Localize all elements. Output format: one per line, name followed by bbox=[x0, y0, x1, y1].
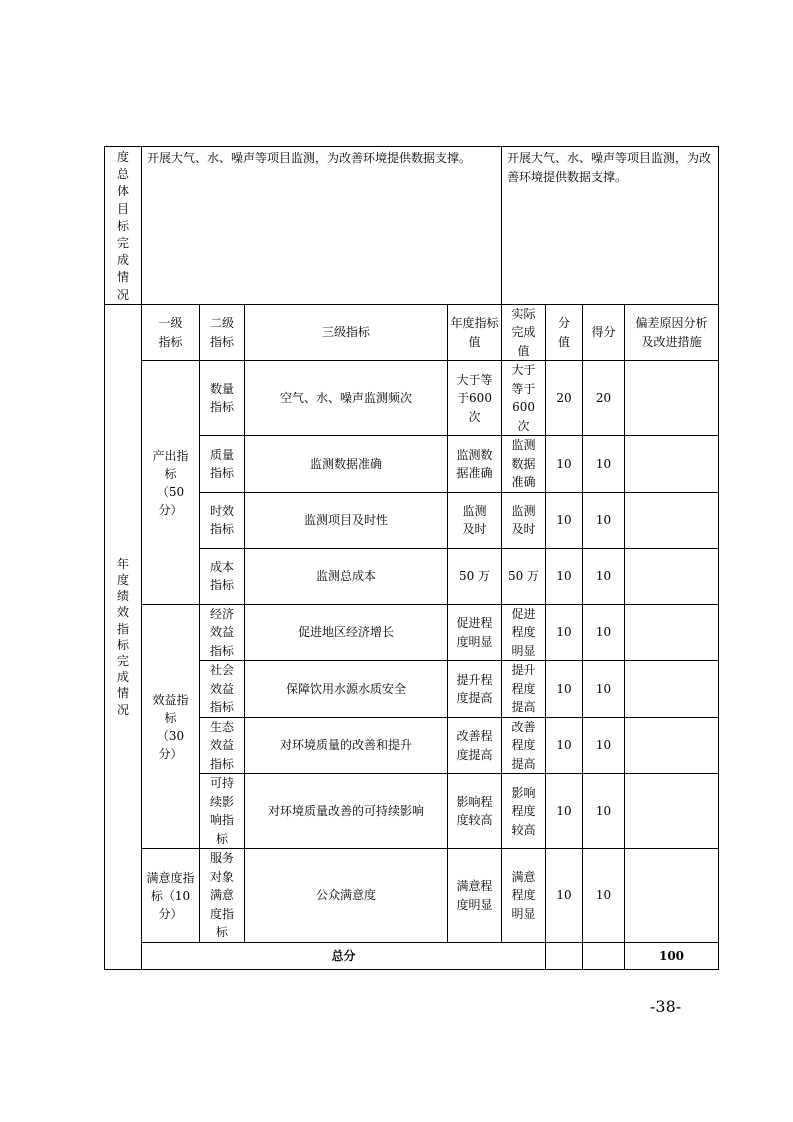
row-target: 大于等于600次 bbox=[448, 361, 502, 436]
row-l2: 质量指标 bbox=[200, 436, 245, 493]
row-got: 10 bbox=[583, 492, 625, 548]
row-l3: 对环境质量的改善和提升 bbox=[245, 717, 448, 774]
total-score: 100 bbox=[625, 942, 719, 969]
row-target: 改善程度提高 bbox=[448, 717, 502, 774]
row-actual: 改善程度提高 bbox=[502, 717, 546, 774]
performance-table bbox=[104, 146, 719, 970]
row-score: 10 bbox=[546, 849, 583, 943]
row-got: 10 bbox=[583, 717, 625, 774]
row-l2: 服务对象满意度指标 bbox=[200, 849, 245, 943]
row-score: 10 bbox=[546, 436, 583, 493]
row-actual: 提升程度提高 bbox=[502, 661, 546, 718]
row-target: 50 万 bbox=[448, 548, 502, 604]
header-got: 得分 bbox=[583, 304, 625, 361]
table-row bbox=[105, 361, 719, 436]
row-actual: 大于等于600次 bbox=[502, 361, 546, 436]
row-reason bbox=[625, 661, 719, 718]
row-target: 影响程度较高 bbox=[448, 774, 502, 849]
total-actual-empty bbox=[583, 942, 625, 969]
header-target: 年度指标值 bbox=[448, 304, 502, 361]
table-row bbox=[105, 604, 719, 661]
group-satisfaction: 满意度指标（10 分） bbox=[142, 849, 200, 943]
row-target: 监测及时 bbox=[448, 492, 502, 548]
total-label: 总分 bbox=[142, 942, 546, 969]
row-reason bbox=[625, 361, 719, 436]
row-got: 10 bbox=[583, 604, 625, 661]
row-l3: 保障饮用水源水质安全 bbox=[245, 661, 448, 718]
row-reason bbox=[625, 436, 719, 493]
group-output: 产出指标（50 分） bbox=[142, 361, 200, 605]
row-score: 10 bbox=[546, 717, 583, 774]
row-l2: 时效指标 bbox=[200, 492, 245, 548]
goal-label: 度总体目标完成情况 bbox=[105, 147, 142, 305]
row-score: 10 bbox=[546, 774, 583, 849]
row-score: 10 bbox=[546, 548, 583, 604]
row-actual: 影响程度较高 bbox=[502, 774, 546, 849]
row-target: 促进程度明显 bbox=[448, 604, 502, 661]
header-score: 分值 bbox=[546, 304, 583, 361]
row-got: 10 bbox=[583, 849, 625, 943]
header-level2: 二级指标 bbox=[200, 304, 245, 361]
total-target-empty bbox=[546, 942, 583, 969]
header-level1: 一级指标 bbox=[142, 304, 200, 361]
page-number: -38- bbox=[650, 997, 682, 1016]
row-target: 提升程度提高 bbox=[448, 661, 502, 718]
row-reason bbox=[625, 492, 719, 548]
total-row bbox=[105, 942, 719, 969]
row-l2: 社会效益指标 bbox=[200, 661, 245, 718]
goal-planned: 开展大气、水、噪声等项目监测，为改善环境提供数据支撑。 bbox=[142, 147, 502, 305]
perf-label: 年度绩效指标完成情况 bbox=[105, 304, 142, 969]
row-reason bbox=[625, 717, 719, 774]
row-actual: 50 万 bbox=[502, 548, 546, 604]
row-reason bbox=[625, 849, 719, 943]
row-reason bbox=[625, 604, 719, 661]
row-score: 10 bbox=[546, 492, 583, 548]
goal-row bbox=[105, 147, 719, 305]
row-got: 10 bbox=[583, 548, 625, 604]
row-l2: 生态效益指标 bbox=[200, 717, 245, 774]
row-reason bbox=[625, 548, 719, 604]
row-target: 监测数据准确 bbox=[448, 436, 502, 493]
row-l3: 监测总成本 bbox=[245, 548, 448, 604]
row-reason bbox=[625, 774, 719, 849]
row-l3: 监测数据准确 bbox=[245, 436, 448, 493]
row-score: 20 bbox=[546, 361, 583, 436]
header-reason: 偏差原因分析及改进措施 bbox=[625, 304, 719, 361]
row-l2: 成本指标 bbox=[200, 548, 245, 604]
row-l3: 空气、水、噪声监测频次 bbox=[245, 361, 448, 436]
table-header-row bbox=[105, 304, 719, 361]
row-l3: 促进地区经济增长 bbox=[245, 604, 448, 661]
row-got: 10 bbox=[583, 661, 625, 718]
group-benefit: 效益指标（30 分） bbox=[142, 604, 200, 849]
row-got: 10 bbox=[583, 774, 625, 849]
row-actual: 监测及时 bbox=[502, 492, 546, 548]
goal-actual: 开展大气、水、噪声等项目监测，为改善环境提供数据支撑。 bbox=[502, 147, 719, 305]
row-score: 10 bbox=[546, 604, 583, 661]
row-target: 满意程度明显 bbox=[448, 849, 502, 943]
header-level3: 三级指标 bbox=[245, 304, 448, 361]
row-l2: 数量指标 bbox=[200, 361, 245, 436]
row-actual: 监测数据准确 bbox=[502, 436, 546, 493]
row-actual: 满意程度明显 bbox=[502, 849, 546, 943]
row-l2: 可持续影响指标 bbox=[200, 774, 245, 849]
row-l2: 经济效益指标 bbox=[200, 604, 245, 661]
row-l3: 公众满意度 bbox=[245, 849, 448, 943]
row-got: 20 bbox=[583, 361, 625, 436]
row-score: 10 bbox=[546, 661, 583, 718]
row-l3: 监测项目及时性 bbox=[245, 492, 448, 548]
row-l3: 对环境质量改善的可持续影响 bbox=[245, 774, 448, 849]
header-actual: 实际完成值 bbox=[502, 304, 546, 361]
row-actual: 促进程度明显 bbox=[502, 604, 546, 661]
table-row bbox=[105, 849, 719, 943]
row-got: 10 bbox=[583, 436, 625, 493]
